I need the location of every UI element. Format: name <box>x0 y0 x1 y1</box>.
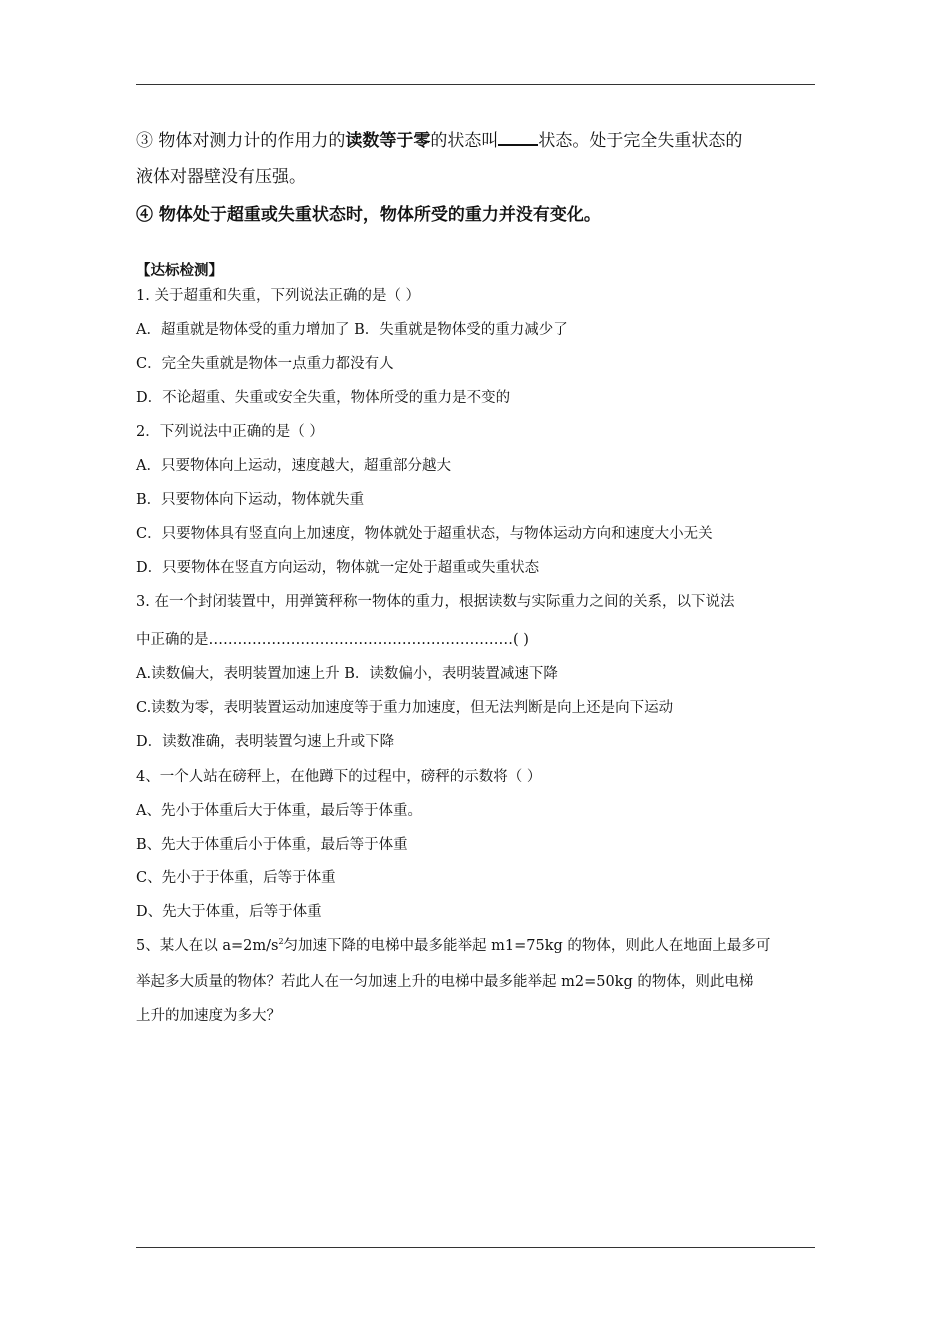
q3-option-c: C.读数为零，表明装置运动加速度等于重力加速度，但无法判断是向上还是向下运动 <box>136 700 674 716</box>
text: 匀加速下降的电梯中最多能举起 m1=75kg 的物体，则此人在地面上最多可 <box>283 938 771 954</box>
q4-option-c: C、先小于于体重，后等于体重 <box>136 870 336 886</box>
q4-option-b: B、先大于体重后小于体重，最后等于体重 <box>136 837 408 853</box>
q1-option-d: D．不论超重、失重或安全失重，物体所受的重力是不变的 <box>136 390 511 406</box>
q2-stem: 2．下列说法中正确的是（ ） <box>136 424 324 440</box>
q3-options-ab: A.读数偏大，表明装置加速上升 B．读数偏小，表明装置减速下降 <box>136 666 558 682</box>
q4-option-d: D、先大于体重，后等于体重 <box>136 904 322 920</box>
q1-stem: 1. 关于超重和失重，下列说法正确的是（ ） <box>136 288 421 304</box>
q3-option-d: D．读数准确，表明装置匀速上升或下降 <box>136 734 395 750</box>
header-rule <box>136 84 815 85</box>
q2-option-d: D．只要物体在竖直方向运动，物体就一定处于超重或失重状态 <box>136 560 540 576</box>
q5-line-3: 上升的加速度为多大？ <box>136 1008 281 1024</box>
q1-options-ab: A．超重就是物体受的重力增加了 B．失重就是物体受的重力减少了 <box>136 322 568 338</box>
q3-stem-1: 3. 在一个封闭装置中，用弹簧秤称一物体的重力，根据读数与实际重力之间的关系，以下说法 <box>136 594 735 610</box>
paragraph-3 <box>136 126 742 151</box>
text: 状态。处于完全失重状态的 <box>538 131 743 151</box>
q1-option-c: C．完全失重就是物体一点重力都没有人 <box>136 356 394 372</box>
text: 5、某人在以 a=2m/s <box>136 938 279 954</box>
footer-rule <box>136 1247 815 1248</box>
section-title: 【达标检测】 <box>136 262 223 279</box>
q2-option-b: B．只要物体向下运动，物体就失重 <box>136 492 365 508</box>
q4-stem: 4、一个人站在磅秤上，在他蹲下的过程中，磅秤的示数将（ ） <box>136 769 542 785</box>
q5-line-1 <box>136 934 770 955</box>
paragraph-4: ④ 物体处于超重或失重状态时，物体所受的重力并没有变化。 <box>136 205 601 225</box>
q2-option-c: C．只要物体具有竖直向上加速度，物体就处于超重状态，与物体运动方向和速度大小无关 <box>136 526 713 542</box>
text: ③ 物体对测力计的作用力的 <box>136 131 346 151</box>
q5-line-2: 举起多大质量的物体？若此人在一匀加速上升的电梯中最多能举起 m2=50kg 的物体，则此电梯 <box>136 974 754 990</box>
bold-text: 读数等于零 <box>345 131 431 151</box>
superscript: 2 <box>278 937 284 947</box>
q4-option-a: A、先小于体重后大于体重，最后等于体重。 <box>136 803 422 819</box>
q2-option-a: A．只要物体向上运动，速度越大，超重部分越大 <box>136 458 451 474</box>
fill-in-blank <box>498 130 538 146</box>
text: 的状态叫 <box>430 131 499 151</box>
q3-stem-2: 中正确的是………………………………………………………( ) <box>136 632 529 648</box>
paragraph-3-cont: 液体对器壁没有压强。 <box>136 167 306 187</box>
